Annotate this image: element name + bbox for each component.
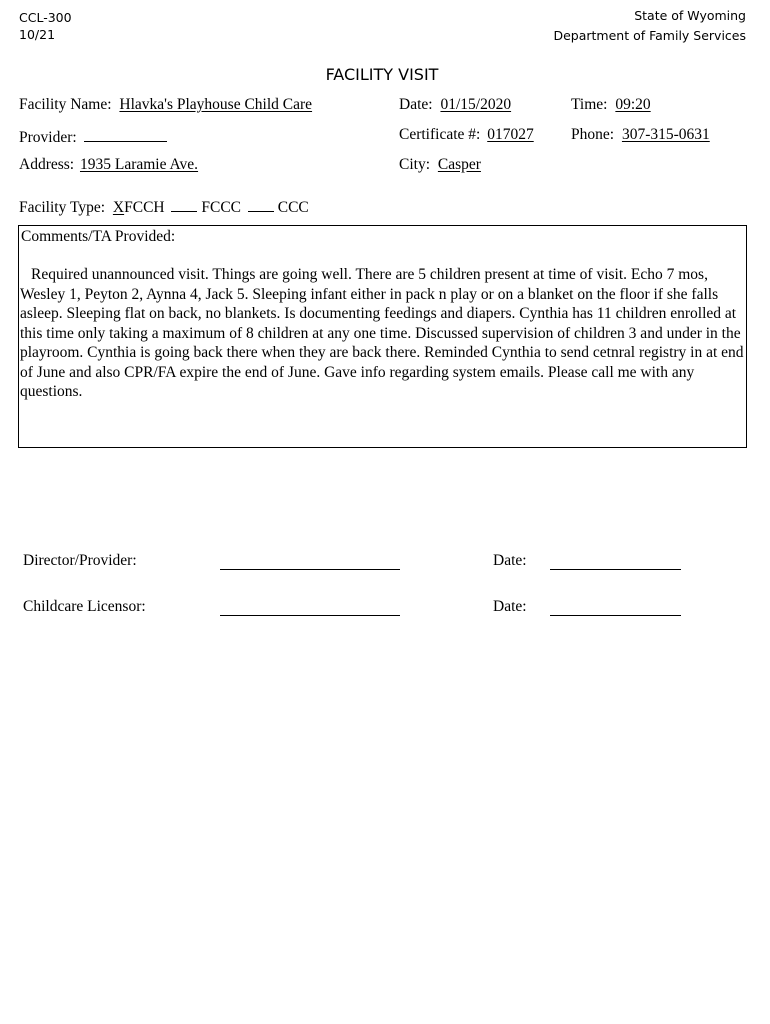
agency-block: [553, 6, 746, 46]
licensor-date-line: [550, 615, 681, 616]
director-date-label: Date:: [493, 552, 527, 569]
city-label: City:: [399, 156, 431, 173]
certificate-label: Certificate #:: [399, 126, 481, 143]
facility-name-field: [19, 96, 312, 114]
director-signature-line: [220, 569, 400, 570]
director-date-line: [550, 569, 681, 570]
phone-label: Phone:: [571, 126, 615, 143]
address-label: Address:: [19, 156, 75, 173]
time-value: 09:20: [615, 96, 651, 113]
city-value: Casper: [437, 156, 481, 173]
fccc-blank-line: [171, 196, 197, 212]
licensor-signature-line: [220, 615, 400, 616]
date-label: Date:: [399, 96, 433, 113]
fcch-check-mark: X: [112, 199, 125, 216]
date-value: 01/15/2020: [440, 96, 512, 113]
provider-label: Provider:: [19, 129, 77, 146]
facility-type-field: [19, 196, 309, 217]
phone-value: 307-315-0631: [621, 126, 710, 143]
comments-label: Comments/TA Provided:: [21, 228, 176, 245]
form-number: CCL-300: [19, 10, 72, 25]
licensor-date-label: Date:: [493, 598, 527, 615]
form-code: [19, 9, 72, 43]
comments-box: [18, 225, 747, 448]
department-name: Department of Family Services: [553, 28, 746, 43]
form-revision-date: 10/21: [19, 27, 56, 42]
fccc-option: FCCC: [201, 199, 241, 216]
time-label: Time:: [571, 96, 608, 113]
certificate-value: 017027: [487, 126, 534, 143]
facility-type-label: Facility Type:: [19, 199, 106, 216]
time-field: [571, 96, 651, 114]
facility-name-value: Hlavka's Playhouse Child Care: [119, 96, 313, 113]
comments-text: Required unannounced visit. Things are going well. There are 5 children present at time of visit. Echo 7 mos, Wesley 1, Peyton 2, Aynna 4, Jack 5. Sleeping infant either in pack n play or on a blanket on the floor if she falls asleep. Sleeping flat on back, no blankets. Is documenting feedings and diapers. Cynthia has 11 children enrolled at this time only taking a maximum of 8 children at any one time. Discussed supervision of children 3 and under in the playroom. Cynthia is going back there when they are back there. Reminded Cynthia to send cetnral registry in at end of June and also CPR/FA expire the end of June. Gave info regarding system emails. Please call me with any questions.: [20, 266, 744, 400]
document-title: FACILITY VISIT: [325, 65, 439, 84]
childcare-licensor-label: Childcare Licensor:: [23, 598, 146, 615]
phone-field: [571, 126, 710, 144]
address-field: [19, 156, 198, 174]
provider-field: [19, 126, 167, 147]
fcch-option: FCCH: [124, 199, 165, 216]
ccc-option: CCC: [277, 199, 309, 216]
ccc-blank-line: [248, 196, 274, 212]
date-field: [399, 96, 511, 114]
city-field: [399, 156, 481, 174]
provider-blank-line: [84, 126, 167, 142]
facility-name-label: Facility Name:: [19, 96, 112, 113]
director-provider-label: Director/Provider:: [23, 552, 137, 569]
certificate-field: [399, 126, 534, 144]
address-value: 1935 Laramie Ave.: [79, 156, 199, 173]
state-name: State of Wyoming: [634, 8, 746, 23]
